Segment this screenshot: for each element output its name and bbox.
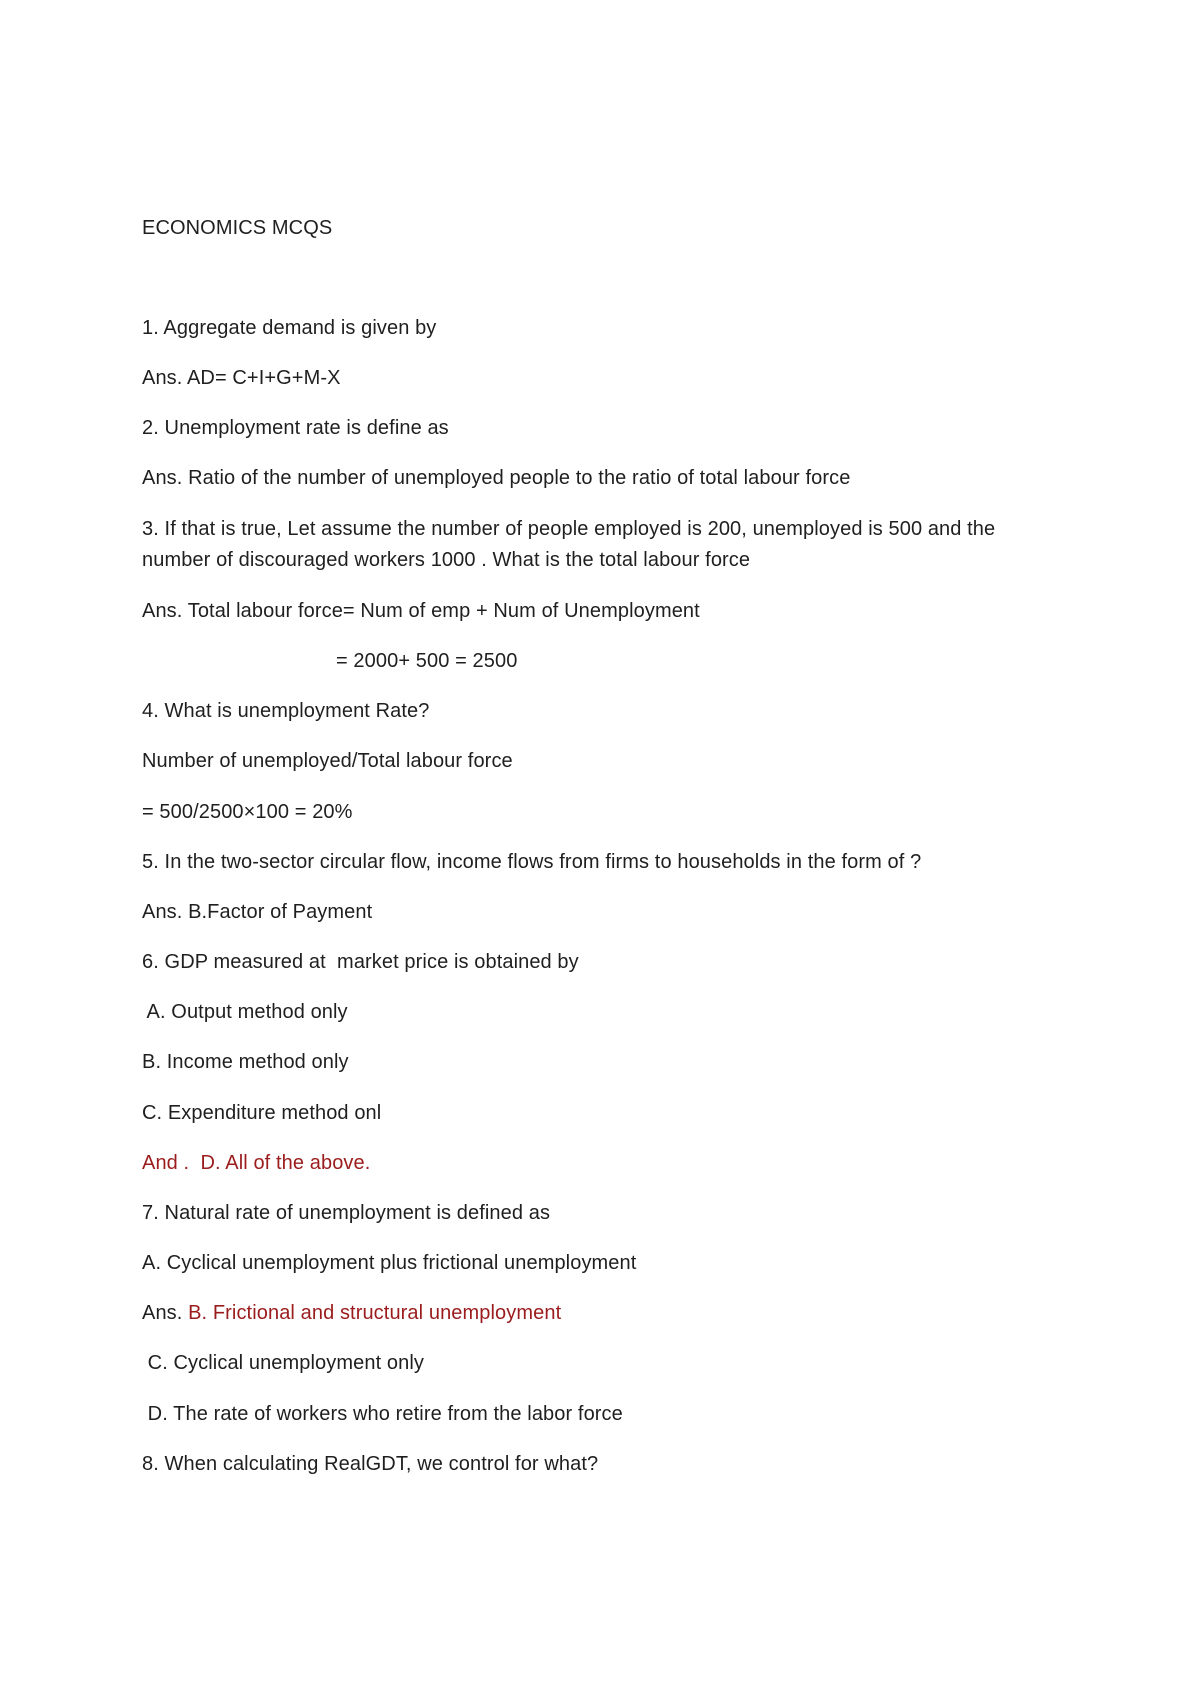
option-6b: B. Income method only [142, 1051, 349, 1073]
answer-4-line-2: = 500/2500×100 = 20% [142, 801, 353, 823]
answer-2: Ans. Ratio of the number of unemployed people to the ratio of total labour force [142, 467, 851, 489]
question-3-line-1: 3. If that is true, Let assume the number of people employed is 200, unemployed is 500 and the [142, 518, 996, 540]
question-5: 5. In the two-sector circular flow, income flows from firms to households in the form of ? [142, 851, 922, 873]
question-3-line-2: number of discouraged workers 1000 . What is the total labour force [142, 549, 751, 571]
answer-7 [142, 1298, 561, 1328]
option-6c: C. Expenditure method onl [142, 1102, 382, 1124]
question-6: 6. GDP measured at market price is obtained by [142, 951, 579, 973]
question-7: 7. Natural rate of unemployment is defined as [142, 1202, 551, 1224]
option-7a: A. Cyclical unemployment plus frictional unemployment [142, 1252, 637, 1274]
question-2: 2. Unemployment rate is define as [142, 417, 449, 439]
option-7c: C. Cyclical unemployment only [142, 1352, 424, 1374]
answer-1: Ans. AD= C+I+G+M-X [142, 367, 341, 389]
answer-3-line-1: Ans. Total labour force= Num of emp + Num of Unemployment [142, 600, 700, 622]
question-8: 8. When calculating RealGDT, we control for what? [142, 1453, 599, 1475]
option-7d: D. The rate of workers who retire from the labor force [142, 1403, 623, 1425]
question-1: 1. Aggregate demand is given by [142, 317, 437, 339]
question-4: 4. What is unemployment Rate? [142, 700, 430, 722]
answer-5: Ans. B.Factor of Payment [142, 901, 373, 923]
answer-3-line-2: = 2000+ 500 = 2500 [336, 650, 518, 672]
answer-4-line-1: Number of unemployed/Total labour force [142, 750, 513, 772]
option-6a: A. Output method only [142, 1001, 348, 1023]
answer-6: And . D. All of the above. [142, 1152, 371, 1174]
answer-7-prefix: Ans. [142, 1302, 189, 1324]
answer-7-text: B. Frictional and structural unemployment [188, 1302, 562, 1324]
document-title: ECONOMICS MCQS [142, 217, 333, 239]
